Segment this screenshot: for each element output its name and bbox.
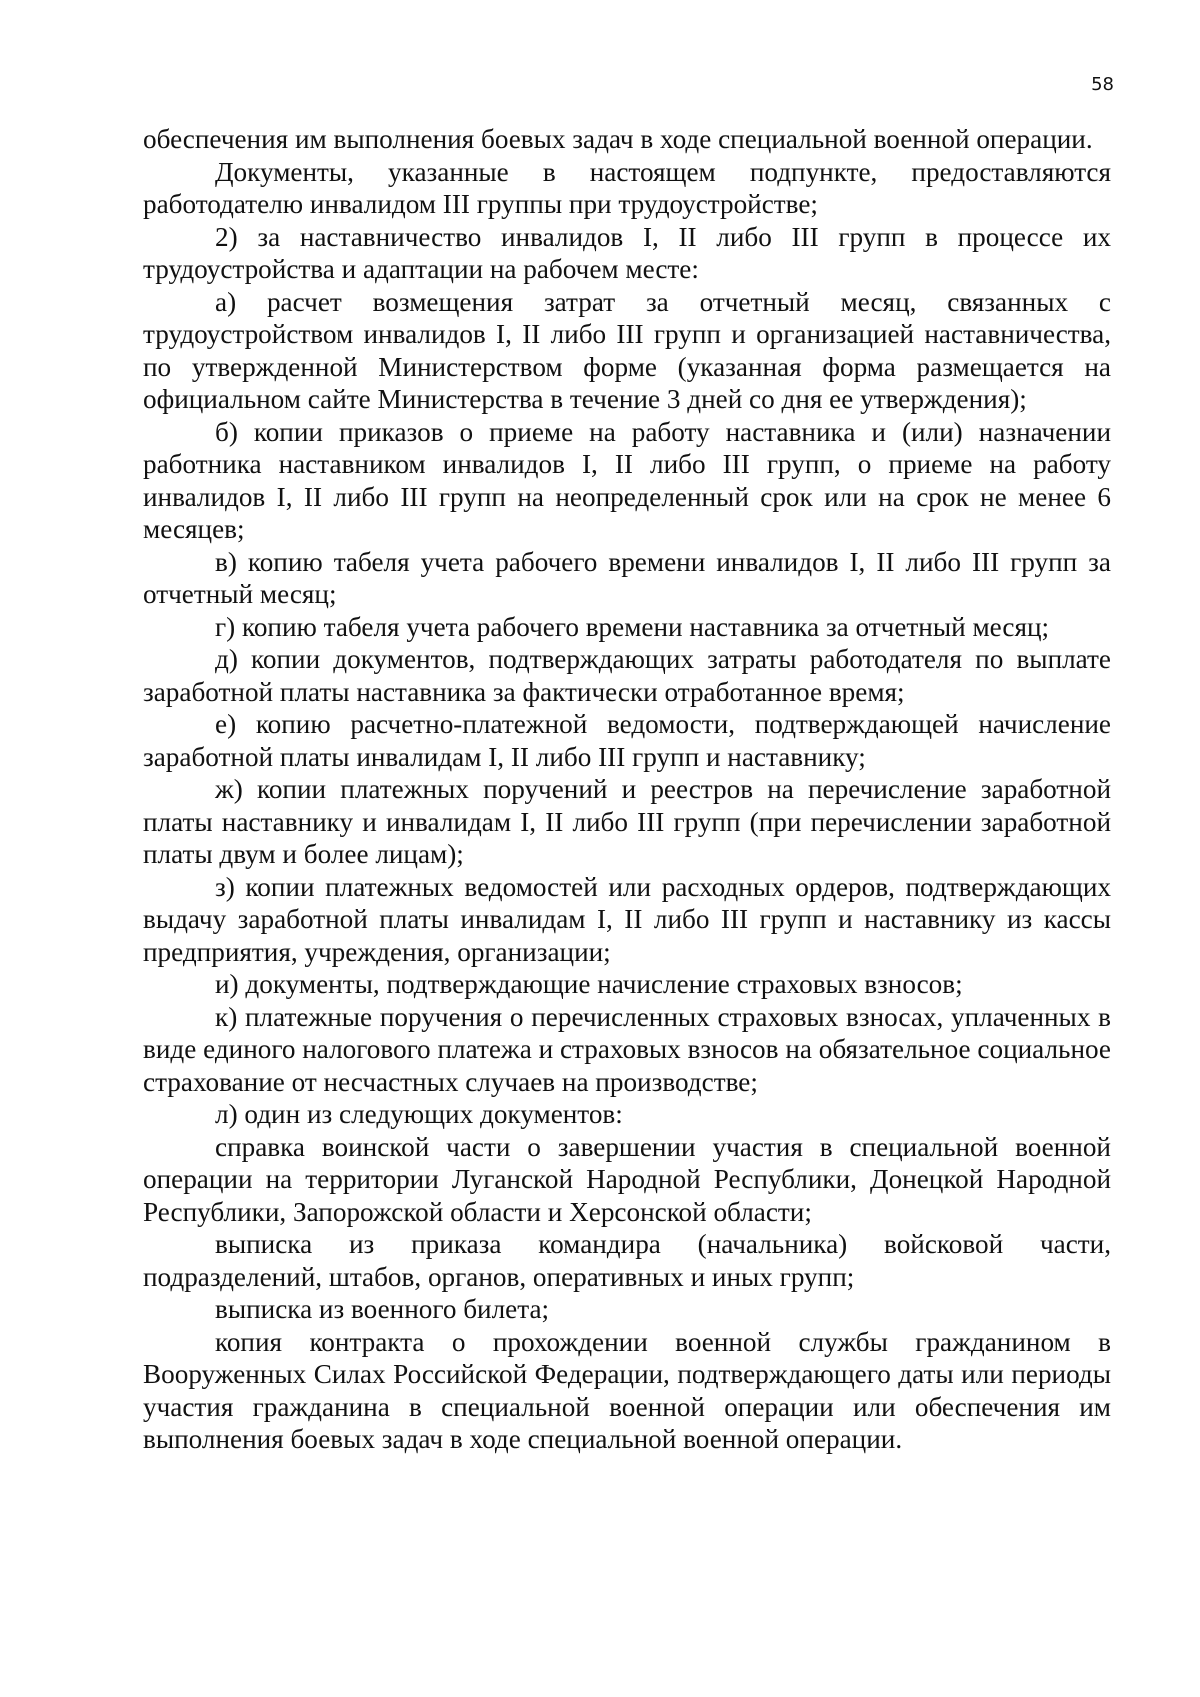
- paragraph-item-d: д) копии документов, подтверждающих затраты работодателя по выплате заработной платы наставника за фактически отработанное время;: [143, 644, 1111, 707]
- paragraph-item-g: г) копию табеля учета рабочего времени наставника за отчетный месяц;: [215, 611, 1050, 642]
- document-body: [143, 123, 1111, 1456]
- paragraph-documents-note: Документы, указанные в настоящем подпункте, предоставляются работодателю инвалидом III группы при трудоустройстве;: [143, 156, 1111, 219]
- paragraph-item-l: л) один из следующих документов:: [215, 1099, 623, 1129]
- paragraph-item-k: к) платежные поручения о перечисленных страховых взносах, уплаченных в виде единого налогового платежа и страховых взносов на обязательное социальное страхование от несчастных случаев на производстве;: [143, 1001, 1111, 1097]
- paragraph-item-b: б) копии приказов о приеме на работу наставника и (или) назначении работника наставником инвалидов I, II либо III групп, о приеме на работу инвалидов I, II либо III групп на неопределенный срок или на срок не менее 6 месяцев;: [143, 416, 1111, 544]
- paragraph-item-v: в) копию табеля учета рабочего времени инвалидов I, II либо III групп за отчетный месяц;: [143, 546, 1111, 609]
- paragraph-item-zh: ж) копии платежных поручений и реестров на перечисление заработной платы наставнику и инвалидам I, II либо III групп (при перечислении заработной платы двум и более лицам);: [143, 774, 1111, 869]
- paragraph-order-extract: выписка из приказа командира (начальника) войсковой части, подразделений, штабов, органов, оперативных и иных групп;: [143, 1229, 1111, 1292]
- paragraph-item-e: е) копию расчетно-платежной ведомости, подтверждающей начисление заработной платы инвалидам I, II либо III групп и наставнику;: [143, 709, 1111, 772]
- paragraph-contract-copy: копия контракта о прохождении военной службы гражданином в Вооруженных Силах Российской Федерации, подтверждающего даты или периоды участия гражданина в специальной военной операции или обеспечения им выполнения боевых задач в ходе специальной военной операции.: [143, 1326, 1111, 1454]
- paragraph-military-unit-certificate: справка воинской части о завершении участия в специальной военной операции на территории Луганской Народной Республики, Донецкой Народной Республики, Запорожской области и Херсонской области;: [143, 1131, 1111, 1227]
- page-number: 58: [1091, 74, 1114, 95]
- paragraph-item-2: 2) за наставничество инвалидов I, II либо III групп в процессе их трудоустройства и адаптации на рабочем месте:: [143, 221, 1111, 284]
- paragraph-item-a: а) расчет возмещения затрат за отчетный месяц, связанных с трудоустройством инвалидов I, II либо III групп и организацией наставничества, по утвержденной Министерством форме (указанная форма размещается на официальном сайте Министерства в течение 3 дней со дня ее утверждения);: [143, 286, 1111, 414]
- paragraph-military-id-extract: выписка из военного билета;: [215, 1294, 550, 1324]
- paragraph-item-i: и) документы, подтверждающие начисление страховых взносов;: [215, 969, 963, 999]
- paragraph-item-z: з) копии платежных ведомостей или расходных ордеров, подтверждающих выдачу заработной платы инвалидам I, II либо III групп и наставнику из кассы предприятия, учреждения, организации;: [143, 871, 1111, 967]
- paragraph-continuation: обеспечения им выполнения боевых задач в ходе специальной военной операции.: [143, 124, 1093, 154]
